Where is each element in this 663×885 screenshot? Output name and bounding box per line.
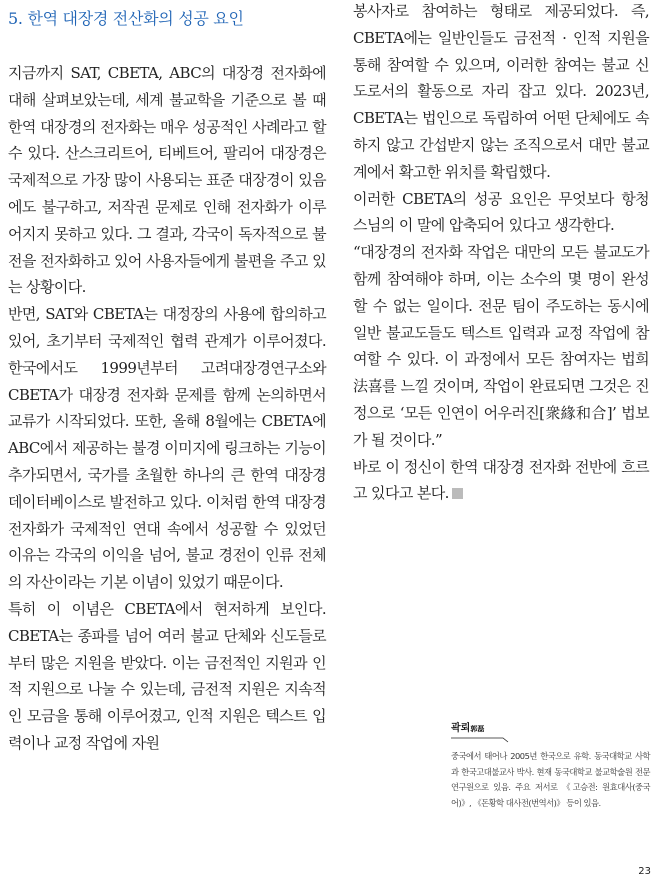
closing-text: 바로 이 정신이 한역 대장경 전자화 전반에 흐르고 있다고 본다. xyxy=(353,457,649,503)
section-title: 5. 한역 대장경 전산화의 성공 요인 xyxy=(8,9,244,28)
left-column xyxy=(8,60,326,757)
body-paragraph: 봉사자로 참여하는 형태로 제공되었다. 즉, CBETA에는 일반인들도 금전적 · 인적 지원을 통해 참여할 수 있으며, 이러한 참여는 불교 신도로서의 활동으로 자리 잡고 있다. 2023년, CBETA는 법인으로 독립하여 어떤 단체에도 속하지 않고 간섭받지 않는 조직으로서 대만 불교계에서 확고한 위치를 확립했다. xyxy=(353,2,649,181)
quote-paragraph: “대장경의 전자화 작업은 대만의 모든 불교도가 함께 참여해야 하며, 이는 소수의 몇 명이 완성할 수 없는 일이다. 전문 팀이 주도하는 동시에 일반 불교도들도 텍스트 입력과 교정 작업에 참여할 수 있다. 이 과정에서 모든 참여자는 법희法喜를 느낄 것이며, 작업이 완료되면 그것은 진정으로 ‘모든 인연이 어우러진[衆緣和合]’ 법보가 될 것이다.” xyxy=(353,243,649,449)
author-underline-icon xyxy=(451,737,511,743)
page-number: 23 xyxy=(638,866,651,877)
body-paragraph: 지금까지 SAT, CBETA, ABC의 대장경 전자화에 대해 살펴보았는데, 세계 불교학을 기준으로 볼 때 한역 대장경의 전자화는 매우 성공적인 사례라고 할 수 있다. 산스크리트어, 티베트어, 팔리어 대장경은 국제적으로 가장 많이 사용되는 표준 대장경이 있음에도 불구하고, 저작권 문제로 인해 전자화가 이루어지지 못하고 있다. 그 결과, 각국이 독자적으로 불전을 전자화하고 있어 사용자들에게 불편을 주고 있는 상황이다. xyxy=(8,64,326,297)
right-column xyxy=(353,0,649,507)
author-name xyxy=(451,719,484,736)
body-paragraph: 특히 이 이념은 CBETA에서 현저하게 보인다. CBETA는 종파를 넘어 여러 불교 단체와 신도들로부터 많은 지원을 받았다. 이는 금전적인 지원과 인적 지원으로 나눌 수 있는데, 금전적 지원은 지속적인 모금을 통해 이루어졌고, 인적 지원은 텍스트 입력이나 교정 작업에 자원 xyxy=(8,599,326,752)
end-of-article-mark-icon xyxy=(452,488,463,499)
body-paragraph: 이러한 CBETA의 성공 요인은 무엇보다 항청 스님의 이 말에 압축되어 있다고 생각한다. xyxy=(353,189,649,235)
closing-paragraph xyxy=(353,454,649,508)
author-box xyxy=(451,716,650,811)
author-name-hangul: 곽뢰 xyxy=(451,723,471,734)
body-paragraph: 반면, SAT와 CBETA는 대정장의 사용에 합의하고 있어, 초기부터 국제적인 협력 관계가 이루어졌다. 한국에서도 1999년부터 고려대장경연구소와 CBETA가 대장경 전자화 문제를 함께 논의하면서 교류가 시작되었다. 또한, 올해 8월에는 CBETA에 ABC에서 제공하는 불경 이미지에 링크하는 기능이 추가되면서, 국가를 초월한 하나의 큰 한역 대장경 데이터베이스로 발전하고 있다. 이처럼 한역 대장경 전자화가 국제적인 연대 속에서 성공할 수 있었던 이유는 각국의 이익을 넘어, 불교 경전이 인류 전체의 자산이라는 기본 이념이 있었기 때문이다. xyxy=(8,305,326,592)
author-name-hanja: 郭磊 xyxy=(470,725,485,733)
author-bio: 중국에서 태어나 2005년 한국으로 유학. 동국대학교 사학과 한국고대불교사 박사. 현재 동국대학교 불교학술원 전문연구원으로 있음. 주요 저서로 《고승전: 원효대사(중국어)》, 《돈황학 대사전(번역서)》 등이 있음. xyxy=(451,751,650,808)
